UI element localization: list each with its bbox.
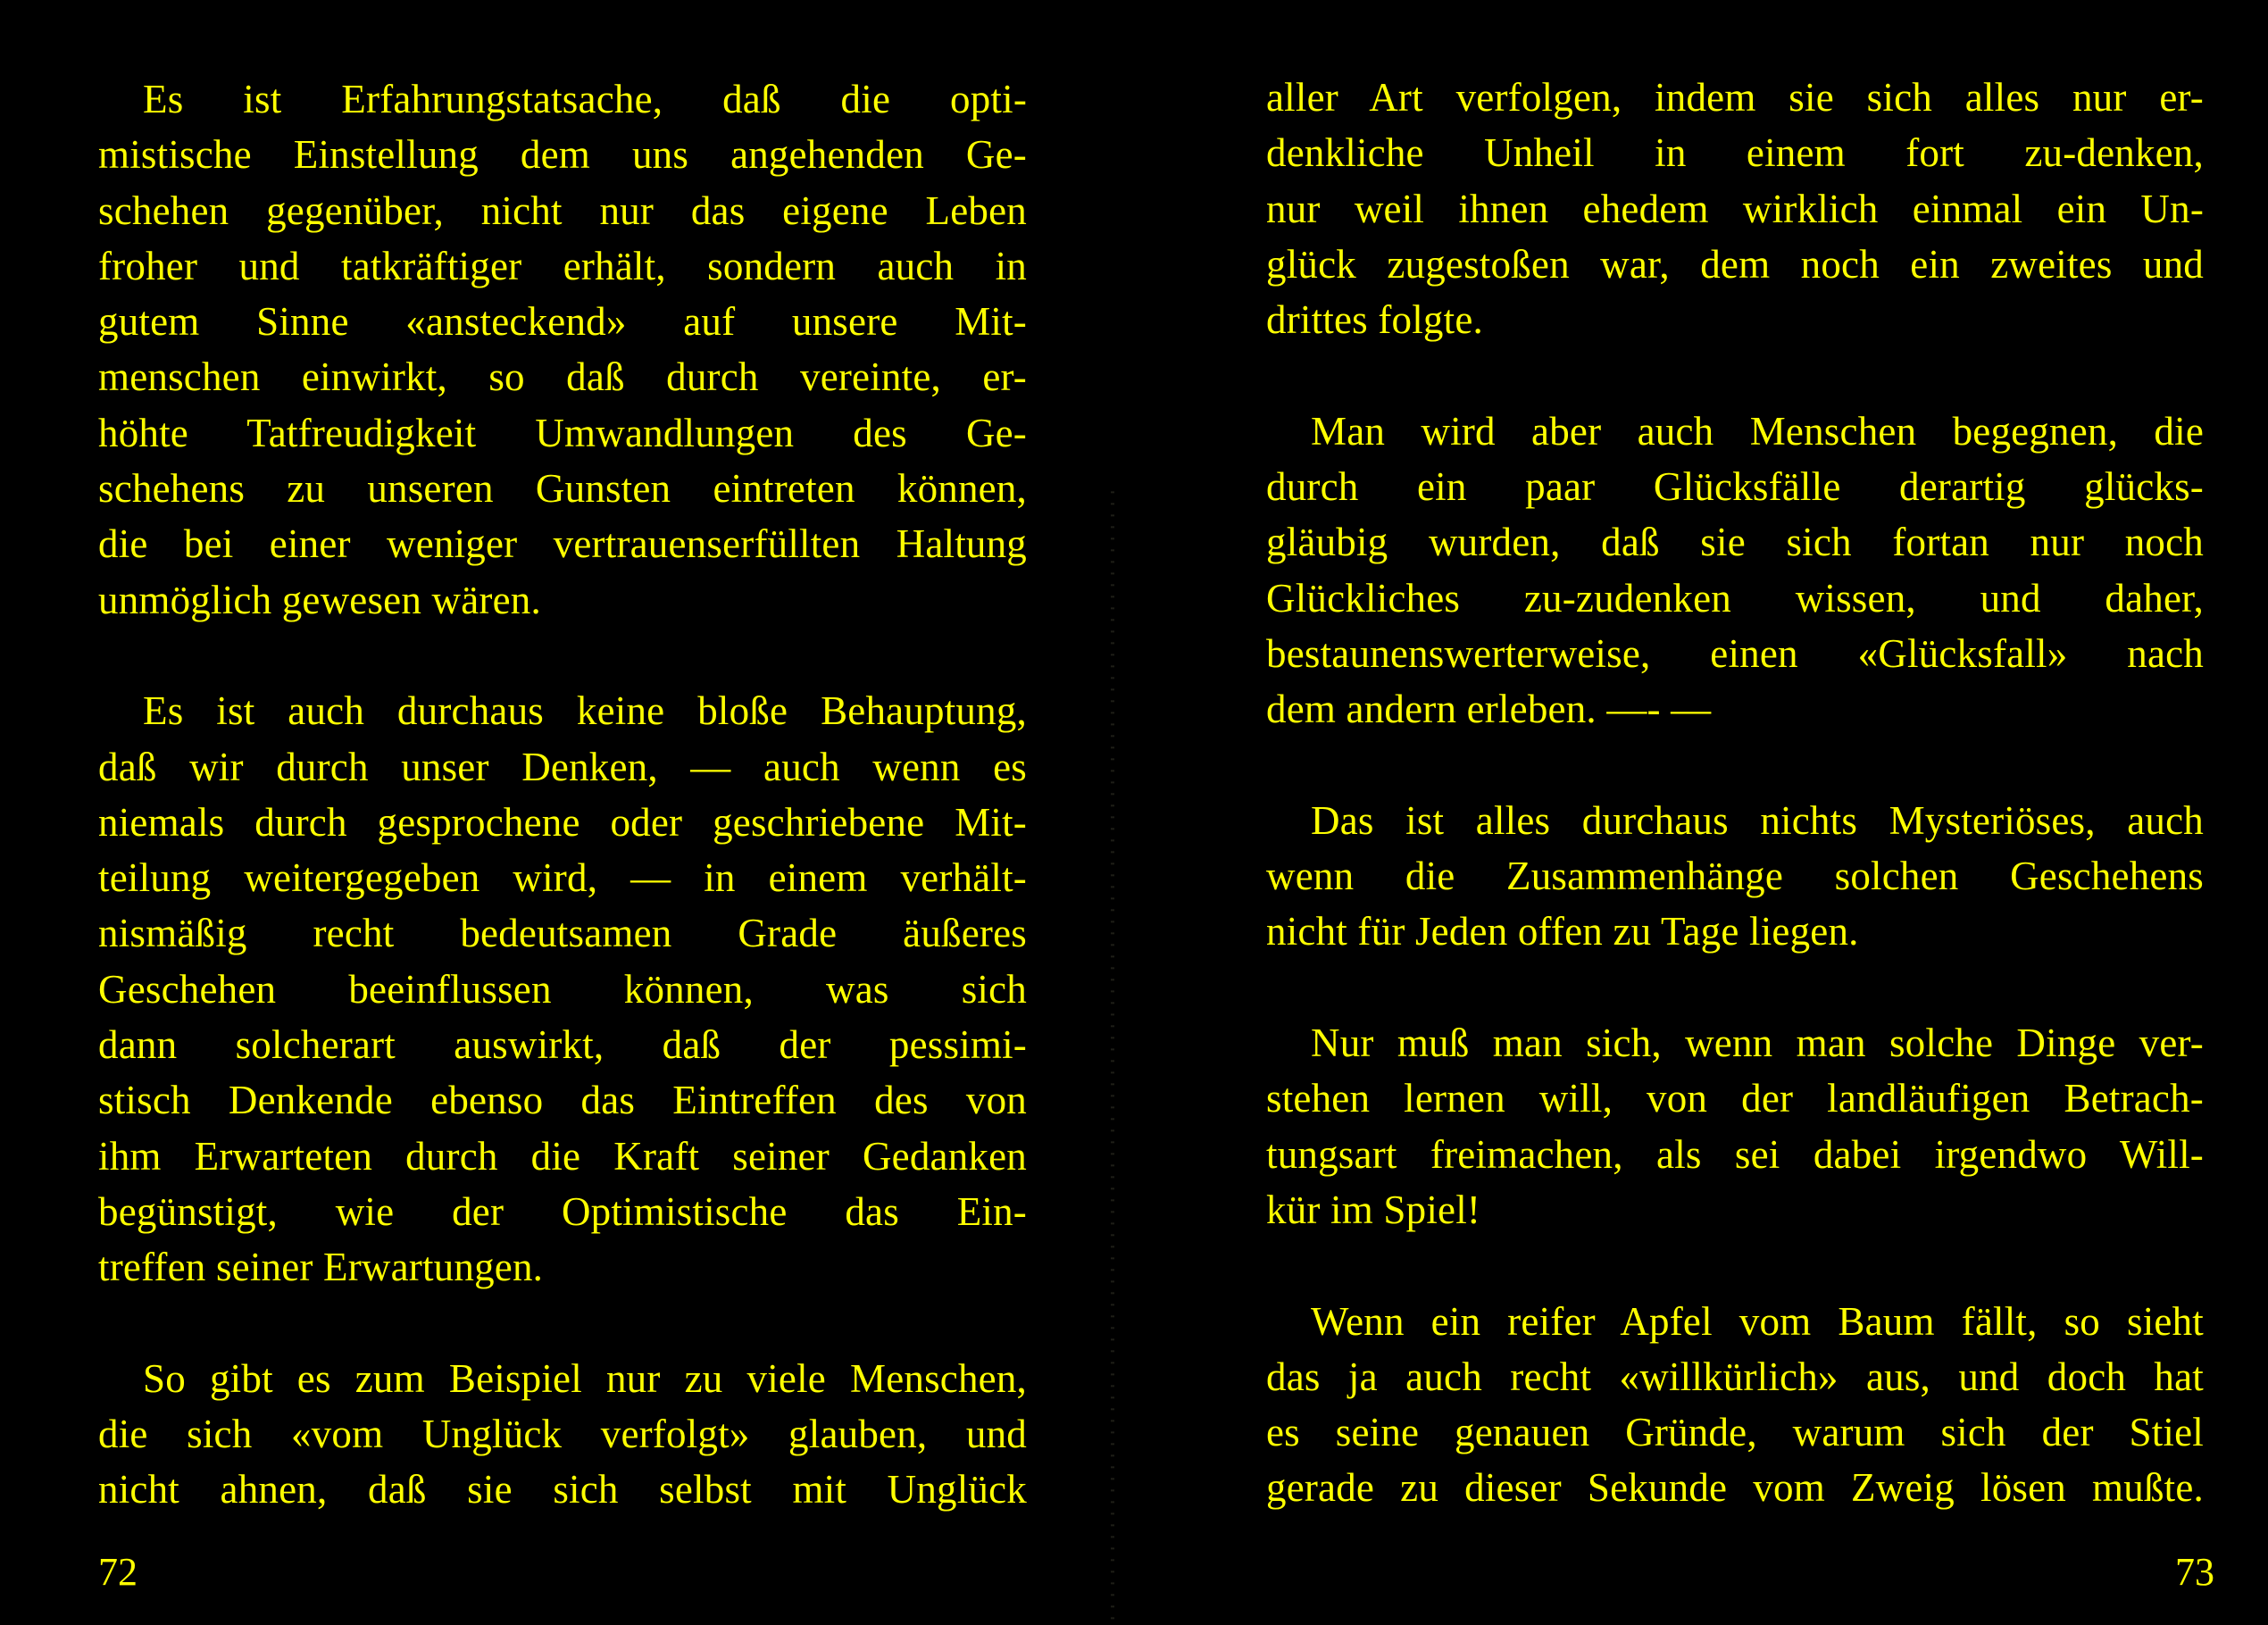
text-line: menschen einwirkt, so daß durch vereinte, er- bbox=[98, 354, 1027, 400]
paragraph-break bbox=[98, 1296, 1027, 1351]
text-line: stisch Denkende ebenso das Eintreffen des von bbox=[98, 1078, 1027, 1123]
book-gutter bbox=[1111, 482, 1114, 1625]
text-line: schehen gegenüber, nicht nur das eigene Leben bbox=[98, 188, 1027, 233]
text-line: glück zugestoßen war, dem noch ein zweites und bbox=[1266, 241, 2204, 287]
paragraph-break bbox=[1266, 960, 2204, 1015]
text-line: Das ist alles durchaus nichts Mysteriöses, auch bbox=[1311, 797, 2204, 843]
text-line: Nur muß man sich, wenn man solche Dinge ver- bbox=[1311, 1021, 2204, 1066]
text-line: dem andern erleben. —- — bbox=[1266, 687, 1712, 732]
right-page-text bbox=[1266, 70, 2204, 1516]
text-line: aller Art verfolgen, indem sie sich alles nur er- bbox=[1266, 75, 2204, 120]
text-line: das ja auch recht «willkürlich» aus, und doch hat bbox=[1266, 1354, 2204, 1399]
text-line: ihm Erwarteten durch die Kraft seiner Gedanken bbox=[98, 1133, 1027, 1179]
right-page bbox=[1161, 0, 2268, 1625]
text-line: Glückliches zu-zudenken wissen, und daher, bbox=[1266, 575, 2204, 621]
page-number: 73 bbox=[2175, 1550, 2214, 1594]
text-line: gerade zu dieser Sekunde vom Zweig lösen mußte. bbox=[1266, 1465, 2204, 1511]
page-number: 72 bbox=[98, 1550, 138, 1594]
text-line: tungsart freimachen, als sei dabei irgendwo Will- bbox=[1266, 1131, 2204, 1177]
text-line: treffen seiner Erwartungen. bbox=[98, 1245, 544, 1290]
text-line: froher und tatkräftiger erhält, sondern auch in bbox=[98, 243, 1027, 288]
paragraph-break bbox=[1266, 1238, 2204, 1293]
text-line: nismäßig recht bedeutsamen Grade äußeres bbox=[98, 911, 1027, 956]
text-line: begünstigt, wie der Optimistische das Ein- bbox=[98, 1188, 1027, 1234]
paragraph-break bbox=[98, 628, 1027, 683]
text-line: Wenn ein reifer Apfel vom Baum fällt, so sieht bbox=[1311, 1298, 2204, 1344]
text-line: drittes folgte. bbox=[1266, 297, 1483, 343]
text-line: bestaunenswerterweise, einen «Glücksfall» nach bbox=[1266, 630, 2204, 676]
text-line: teilung weitergegeben wird, — in einem verhält- bbox=[98, 855, 1027, 901]
text-line: Geschehen beeinflussen können, was sich bbox=[98, 966, 1027, 1012]
text-line: Man wird aber auch Menschen begegnen, die bbox=[1311, 408, 2204, 454]
text-line: kür im Spiel! bbox=[1266, 1187, 1481, 1232]
text-line: mistische Einstellung dem uns angehenden Ge- bbox=[98, 132, 1027, 178]
text-line: nicht ahnen, daß sie sich selbst mit Unglück bbox=[98, 1467, 1027, 1512]
text-line: schehens zu unseren Gunsten eintreten können, bbox=[98, 466, 1027, 512]
text-line: stehen lernen will, von der landläufigen Betrach- bbox=[1266, 1076, 2204, 1121]
text-line: die sich «vom Unglück verfolgt» glauben, und bbox=[98, 1412, 1027, 1457]
text-line: unmöglich gewesen wären. bbox=[98, 577, 541, 622]
paragraph-break bbox=[1266, 738, 2204, 793]
text-line: niemals durch gesprochene oder geschriebene Mit- bbox=[98, 799, 1027, 845]
text-line: höhte Tatfreudigkeit Umwandlungen des Ge- bbox=[98, 410, 1027, 455]
text-line: durch ein paar Glücksfälle derartig glücks- bbox=[1266, 464, 2204, 510]
text-line: gläubig wurden, daß sie sich fortan nur noch bbox=[1266, 520, 2204, 565]
text-line: nur weil ihnen ehedem wirklich einmal ein Un- bbox=[1266, 186, 2204, 231]
left-page bbox=[0, 0, 1107, 1625]
text-line: denkliche Unheil in einem fort zu-denken, bbox=[1266, 130, 2204, 176]
text-line: dann solcherart auswirkt, daß der pessimi- bbox=[98, 1022, 1027, 1068]
text-line: daß wir durch unser Denken, — auch wenn es bbox=[98, 744, 1027, 789]
left-page-text bbox=[98, 71, 1027, 1518]
text-line: die bei einer weniger vertrauenserfüllten Haltung bbox=[98, 521, 1027, 567]
paragraph-break bbox=[1266, 347, 2204, 403]
text-line: gutem Sinne «ansteckend» auf unsere Mit- bbox=[98, 299, 1027, 345]
text-line: Es ist auch durchaus keine bloße Behauptung, bbox=[143, 688, 1027, 734]
text-line: Es ist Erfahrungstatsache, daß die opti- bbox=[143, 77, 1027, 121]
text-line: wenn die Zusammenhänge solchen Geschehens bbox=[1266, 854, 2204, 899]
text-line: es seine genauen Gründe, warum sich der Stiel bbox=[1266, 1410, 2204, 1455]
text-line: So gibt es zum Beispiel nur zu viele Menschen, bbox=[143, 1355, 1027, 1401]
text-line: nicht für Jeden offen zu Tage liegen. bbox=[1266, 909, 1859, 954]
